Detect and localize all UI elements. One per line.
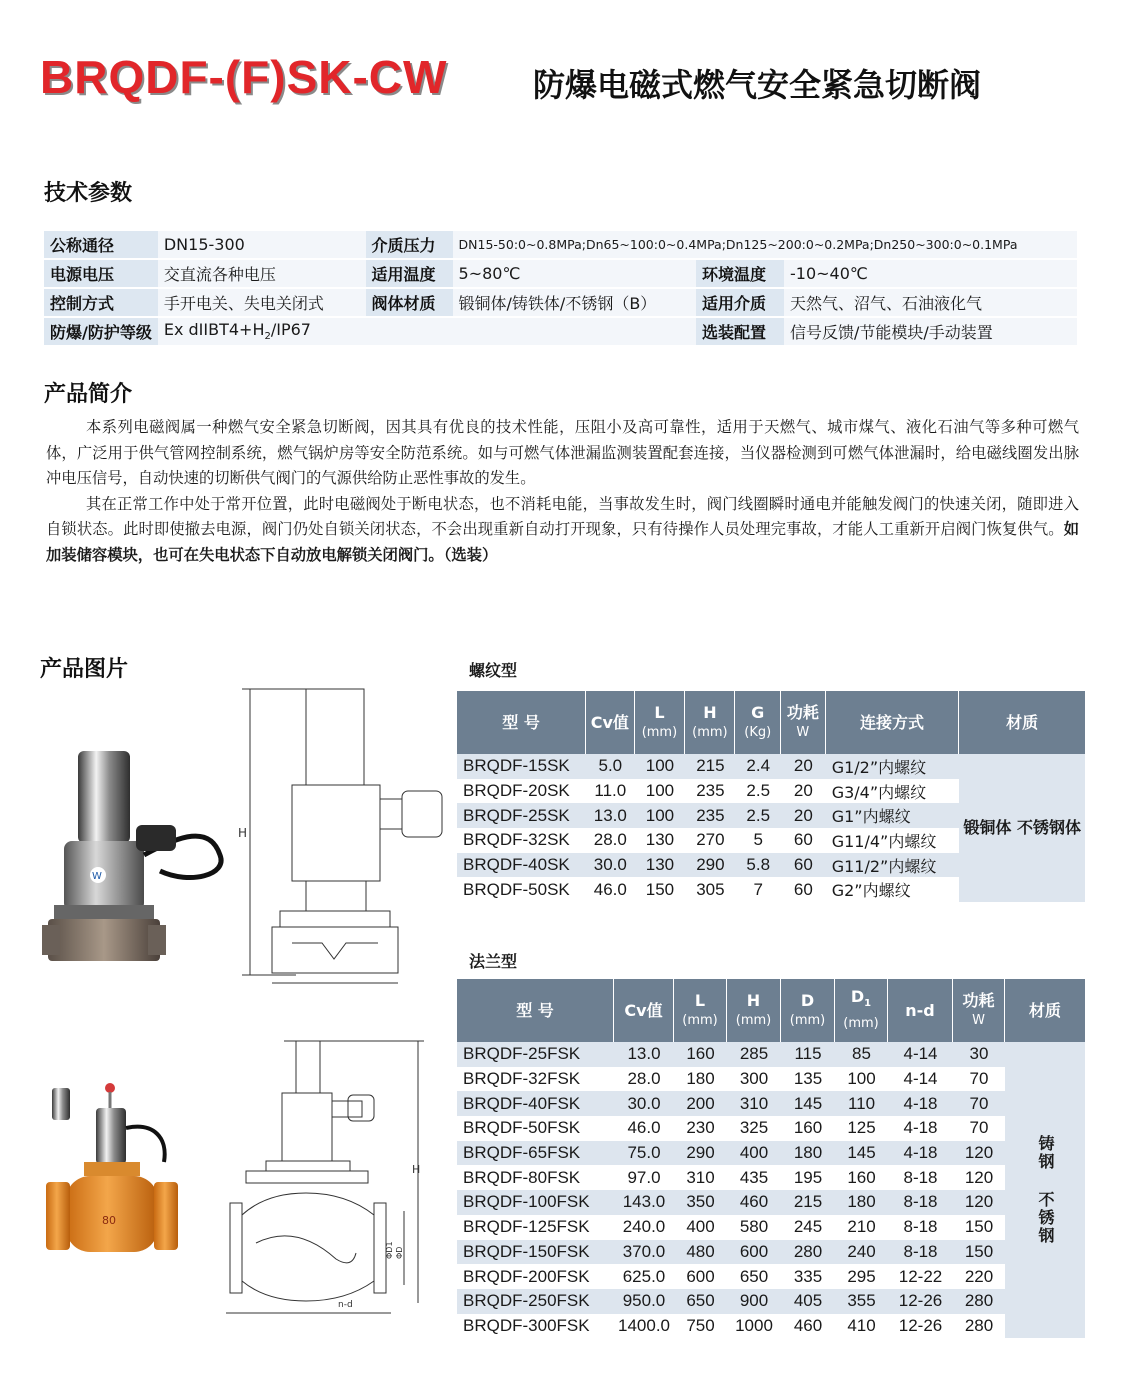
cell-nd: 4-18 [888,1116,953,1141]
col-header-l: L (mm) [674,979,727,1042]
cell-g: 7 [735,877,781,902]
cell-nd: 8-18 [888,1165,953,1190]
cell-model: BRQDF-25SK [457,803,586,828]
cell-l: 310 [674,1165,727,1190]
cell-cv: 13.0 [614,1042,674,1067]
cell-l: 130 [635,853,686,878]
spec-value: 天然气、沼气、石油液化气 [784,289,1077,316]
cell-nd: 8-18 [888,1190,953,1215]
cell-cv: 13.0 [586,803,634,828]
cell-model: BRQDF-15SK [457,754,586,779]
spec-key: 控制方式 [44,289,158,316]
cell-nd: 8-18 [888,1215,953,1240]
table-row [457,1165,1085,1190]
col-header-power: 功耗 W [781,691,826,754]
cell-h: 270 [685,828,735,853]
cell-w: 220 [953,1264,1005,1289]
cell-cv: 97.0 [614,1165,674,1190]
cell-model: BRQDF-20SK [457,779,586,804]
cell-h: 305 [685,877,735,902]
section-intro-heading: 产品简介 [44,382,133,407]
cell-connection: G11/4”内螺纹 [826,828,960,853]
cell-h: 290 [685,853,735,878]
dimension-label: ΦD [395,1246,404,1259]
cell-model: BRQDF-125FSK [457,1215,614,1240]
spec-table [44,229,1077,347]
cell-w: 120 [953,1190,1005,1215]
spec-value: DN15-300 [158,231,366,258]
cell-d1: 100 [835,1067,888,1092]
cell-model: BRQDF-200FSK [457,1264,614,1289]
threaded-valve-drawing [236,673,451,993]
flanged-table-title: 法兰型 [469,952,518,971]
cell-connection: G3/4”内螺纹 [826,779,960,804]
intro-paragraph-2: 其在正常工作中处于常开位置，此时电磁阀处于断电状态，也不消耗电能，当事故发生时，阀门线圈瞬时通电并能触发阀门的快速关闭，随即进入自锁状态。此时即使撤去电源，阀门仍处自锁关闭状态，不会出现重新自动打开现象，只有待操作人员处理完事故，才能人工重新开启阀门恢复供气。如加装储容模块，也可在失电状态下自动放电解锁关闭阀门。（选装） [46,494,1079,564]
spec-key: 介质压力 [366,231,453,258]
col-header-d1: $D_1$ (mm) [835,979,888,1042]
cell-cv: 950.0 [614,1289,674,1314]
col-header-g: G (Kg) [735,691,781,754]
cell-l: 100 [635,803,686,828]
cell-d1: 110 [835,1091,888,1116]
cell-w: 30 [953,1042,1005,1067]
cell-connection: G2”内螺纹 [826,877,960,902]
section-tech-heading: 技术参数 [44,181,133,206]
cell-h: 400 [727,1141,781,1166]
valve-badge: 80 [102,1214,116,1227]
spec-value: 5~80℃ [453,260,696,287]
cell-w: 70 [953,1116,1005,1141]
cell-cv: 46.0 [586,877,634,902]
cell-d1: 295 [835,1264,888,1289]
cell-d: 135 [781,1067,835,1092]
dimension-label: H [412,1163,421,1176]
svg-text:W: W [92,871,102,882]
table-row [457,1240,1085,1265]
cell-w: 280 [953,1289,1005,1314]
cell-material: 锻铜体 不锈钢体 [959,754,1085,902]
col-header-h: H (mm) [685,691,735,754]
col-header-model: 型 号 [457,691,586,754]
cell-cv: 75.0 [614,1141,674,1166]
cell-h: 235 [685,779,735,804]
cell-h: 325 [727,1116,781,1141]
cell-d1: 240 [835,1240,888,1265]
cell-nd: 12-22 [888,1264,953,1289]
cell-d: 335 [781,1264,835,1289]
cell-l: 350 [674,1190,727,1215]
spec-key: 适用介质 [696,289,784,316]
cell-power: 20 [781,803,826,828]
cell-w: 70 [953,1091,1005,1116]
cell-h: 435 [727,1165,781,1190]
cell-nd: 4-18 [888,1141,953,1166]
table-row [457,1091,1085,1116]
dimension-label: ΦD1 [385,1241,394,1259]
cell-d: 460 [781,1314,835,1339]
cell-h: 215 [685,754,735,779]
cell-d: 160 [781,1116,835,1141]
cell-g: 2.5 [735,803,781,828]
material-stainless: 不锈钢 [1036,1191,1055,1246]
cell-d: 145 [781,1091,835,1116]
cell-l: 100 [635,779,686,804]
cell-cv: 5.0 [586,754,634,779]
cell-w: 280 [953,1314,1005,1339]
material-cast-steel: 铸钢 [1036,1135,1055,1172]
cell-model: BRQDF-300FSK [457,1314,614,1339]
spec-key: 选装配置 [696,318,784,345]
cell-l: 600 [674,1264,727,1289]
col-header-h: H (mm) [727,979,781,1042]
cell-nd: 12-26 [888,1289,953,1314]
cell-l: 480 [674,1240,727,1265]
cell-power: 20 [781,779,826,804]
cell-l: 290 [674,1141,727,1166]
spec-value: 手开电关、失电关闭式 [158,289,366,316]
cell-model: BRQDF-250FSK [457,1289,614,1314]
table-row [457,1116,1085,1141]
cell-d1: 125 [835,1116,888,1141]
cell-h: 235 [685,803,735,828]
cell-d1: 355 [835,1289,888,1314]
cell-nd: 4-18 [888,1091,953,1116]
cell-cv: 30.0 [586,853,634,878]
cell-g: 5 [735,828,781,853]
col-header-cv: Cv值 [614,979,674,1042]
cell-model: BRQDF-40SK [457,853,586,878]
threaded-valve-photo [40,745,248,975]
table-row [457,1042,1085,1067]
cell-model: BRQDF-40FSK [457,1091,614,1116]
cell-power: 20 [781,754,826,779]
spec-key: 适用温度 [366,260,453,287]
cell-d1: 410 [835,1314,888,1339]
cell-l: 130 [635,828,686,853]
col-header-cv: Cv值 [586,691,634,754]
cell-cv: 370.0 [614,1240,674,1265]
cell-cv: 28.0 [586,828,634,853]
spec-value: -10~40℃ [784,260,1077,287]
cell-h: 285 [727,1042,781,1067]
cell-d: 245 [781,1215,835,1240]
threaded-spec-table [457,691,1085,902]
model-title: BRQDF-(F)SK-CW [40,51,448,103]
col-header-l: L (mm) [635,691,686,754]
cell-w: 150 [953,1215,1005,1240]
col-header-power: 功耗 W [953,979,1005,1042]
flanged-valve-drawing [226,1033,456,1328]
cell-model: BRQDF-100FSK [457,1190,614,1215]
spec-value: 交直流各种电压 [158,260,366,287]
table-row [457,1264,1085,1289]
cell-model: BRQDF-65FSK [457,1141,614,1166]
cell-cv: 240.0 [614,1215,674,1240]
cell-model: BRQDF-80FSK [457,1165,614,1190]
cell-h: 460 [727,1190,781,1215]
cell-cv: 11.0 [586,779,634,804]
table-row [457,1141,1085,1166]
cell-h: 900 [727,1289,781,1314]
cell-connection: G1”内螺纹 [826,803,960,828]
cell-g: 5.8 [735,853,781,878]
cell-l: 230 [674,1116,727,1141]
table-row [457,1190,1085,1215]
cell-d: 115 [781,1042,835,1067]
table-row [457,754,1085,779]
cell-l: 650 [674,1289,727,1314]
cell-h: 300 [727,1067,781,1092]
spec-value: Ex $dIIBT4+H_2/IP67$ [158,318,696,345]
spec-key: 阀体材质 [366,289,453,316]
cell-nd: 4-14 [888,1067,953,1092]
cell-d: 405 [781,1289,835,1314]
product-title: 防爆电磁式燃气安全紧急切断阀 [533,66,982,104]
cell-material [1005,1042,1085,1338]
threaded-table-title: 螺纹型 [469,661,518,680]
cell-model: BRQDF-50FSK [457,1116,614,1141]
table-row [457,1067,1085,1092]
cell-l: 750 [674,1314,727,1339]
table-row [457,1215,1085,1240]
cell-connection: G1/2”内螺纹 [826,754,960,779]
cell-cv: 143.0 [614,1190,674,1215]
table-row [457,1289,1085,1314]
cell-nd: 8-18 [888,1240,953,1265]
cell-model: BRQDF-32SK [457,828,586,853]
cell-power: 60 [781,828,826,853]
intro-paragraph-1: 本系列电磁阀属一种燃气安全紧急切断阀，因其具有优良的技术性能，压阻小及高可靠性，适用于天燃气、城市煤气、液化石油气等多种可燃气体，广泛用于供气管网控制系统，燃气锅炉房等安全防范系统。如与可燃气体泄漏监测装置配套连接，当仪器检测到可燃气体泄漏时，给电磁线圈发出脉冲电压信号，自动快速的切断供气阀门的气源供给防止恶性事故的发生。 [46,418,1079,487]
cell-model: BRQDF-150FSK [457,1240,614,1265]
cell-d1: 160 [835,1165,888,1190]
cell-h: 600 [727,1240,781,1265]
cell-d: 180 [781,1141,835,1166]
spec-key: 公称通径 [44,231,158,258]
cell-nd: 12-26 [888,1314,953,1339]
cell-cv: 1400.0 [614,1314,674,1339]
cell-l: 180 [674,1067,727,1092]
cell-w: 70 [953,1067,1005,1092]
col-header-model: 型 号 [457,979,614,1042]
cell-l: 200 [674,1091,727,1116]
spec-value: 锻铜体/铸铁体/不锈钢（B） [453,289,696,316]
cell-d1: 85 [835,1042,888,1067]
cell-w: 120 [953,1165,1005,1190]
flanged-valve-photo [44,1078,194,1268]
cell-cv: 30.0 [614,1091,674,1116]
intro-text [46,415,1079,568]
cell-d1: 210 [835,1215,888,1240]
spec-value: 信号反馈/节能模块/手动装置 [784,318,1077,345]
cell-connection: G11/2”内螺纹 [826,853,960,878]
col-header-material: 材质 [959,691,1085,754]
dimension-label: H [238,826,248,840]
cell-cv: 28.0 [614,1067,674,1092]
spec-key: 防爆/防护等级 [44,318,158,345]
section-images-heading: 产品图片 [40,657,129,682]
cell-l: 400 [674,1215,727,1240]
cell-d: 195 [781,1165,835,1190]
cell-g: 2.4 [735,754,781,779]
cell-d1: 180 [835,1190,888,1215]
spec-key: 环境温度 [696,260,784,287]
cell-h: 1000 [727,1314,781,1339]
cell-cv: 46.0 [614,1116,674,1141]
cell-model: BRQDF-25FSK [457,1042,614,1067]
cell-h: 650 [727,1264,781,1289]
spec-key: 电源电压 [44,260,158,287]
cell-h: 310 [727,1091,781,1116]
cell-d1: 145 [835,1141,888,1166]
cell-d: 280 [781,1240,835,1265]
cell-power: 60 [781,877,826,902]
col-header-d: D (mm) [781,979,835,1042]
dimension-label: n-d [338,1300,353,1310]
cell-power: 60 [781,853,826,878]
cell-nd: 4-14 [888,1042,953,1067]
col-header-connection: 连接方式 [826,691,960,754]
cell-cv: 625.0 [614,1264,674,1289]
col-header-material: 材质 [1005,979,1085,1042]
spec-value: DN15-50:0~0.8MPa;Dn65~100:0~0.4MPa;Dn125~200:0~0.2MPa;Dn250~300:0~0.1MPa [453,231,1077,258]
cell-d: 215 [781,1190,835,1215]
cell-w: 150 [953,1240,1005,1265]
flanged-spec-table [457,979,1085,1338]
cell-w: 120 [953,1141,1005,1166]
cell-model: BRQDF-50SK [457,877,586,902]
col-header-nd: n-d [888,979,953,1042]
cell-h: 580 [727,1215,781,1240]
cell-l: 150 [635,877,686,902]
cell-l: 100 [635,754,686,779]
cell-model: BRQDF-32FSK [457,1067,614,1092]
cell-g: 2.5 [735,779,781,804]
table-row [457,1314,1085,1339]
cell-l: 160 [674,1042,727,1067]
